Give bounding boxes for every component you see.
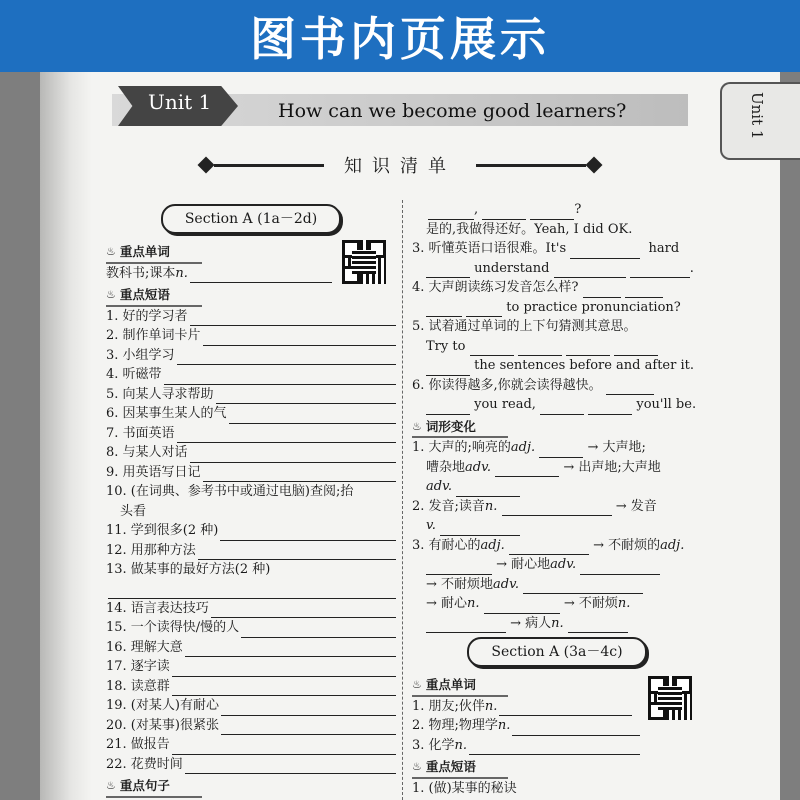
phrase-text: 18. 读意群: [106, 678, 170, 694]
answer-blank[interactable]: [440, 521, 520, 536]
phrase-text: 4. 听磁带: [106, 367, 162, 382]
sentence-text: 4. 大声朗读练习发音怎么样?: [412, 280, 579, 295]
wordform-header-label: 词形变化: [425, 418, 476, 434]
answer-blank[interactable]: [568, 618, 628, 633]
answer-blank[interactable]: [426, 361, 470, 376]
wordform-row: [412, 555, 702, 575]
sentence-text: hard: [648, 241, 680, 256]
section-pill-1a-2d: Section A (1a－2d): [161, 204, 341, 234]
wordform-row: [412, 477, 702, 497]
wordform-text: → 不耐烦: [563, 596, 618, 611]
wordform-pos: adv.: [426, 479, 453, 494]
wordform-pos: n.: [551, 615, 564, 631]
answer-blank[interactable]: [211, 602, 396, 618]
vocab2-text: 1. 朋友;伙伴: [412, 698, 485, 714]
wordform-pos: adj.: [660, 537, 685, 553]
phrase-text: 头看: [120, 503, 147, 519]
qr-modules: [352, 250, 376, 274]
wordform-row: [412, 458, 702, 478]
unit-title: How can we become good learners?: [278, 100, 627, 122]
phrase-text: 13. 做某事的最好方法(2 种): [106, 562, 271, 577]
phrase-text: 6. 因某事生某人的气: [106, 406, 227, 421]
vocab2-text: 3. 化学: [412, 737, 455, 753]
phrase-row: [106, 443, 396, 463]
phrase-row: [106, 365, 396, 385]
answer-blank[interactable]: [588, 400, 632, 415]
unit-header: [112, 86, 688, 132]
answer-blank[interactable]: [456, 482, 520, 497]
vocab2-pos: n.: [497, 718, 511, 733]
sentence-row: [412, 337, 702, 357]
wordform-pos: adj.: [480, 537, 505, 553]
answer-blank[interactable]: [469, 739, 640, 755]
phrase-text: 12. 用那种方法: [106, 542, 196, 558]
sentence-text: Try to: [426, 338, 466, 354]
wordform-pos: adv.: [465, 459, 492, 475]
sentence-text: ?: [574, 202, 582, 217]
phrase-row: [106, 463, 396, 483]
page-gutter-shadow: [40, 72, 92, 800]
answer-blank[interactable]: [177, 427, 396, 443]
answer-blank[interactable]: [484, 599, 560, 614]
book-icon: ♨: [412, 760, 422, 773]
answer-blank[interactable]: [426, 302, 462, 317]
side-tab-label: Unit 1: [748, 92, 766, 140]
vocab2-row: [412, 736, 640, 756]
answer-blank[interactable]: [203, 330, 396, 346]
answer-blank[interactable]: [426, 560, 492, 575]
phrase-row: [106, 307, 396, 327]
wordform-row: [412, 594, 702, 614]
answer-blank[interactable]: [625, 283, 663, 298]
unit-label: Unit 1: [148, 90, 212, 114]
phrase-row: [106, 580, 396, 599]
answer-blank[interactable]: [190, 310, 396, 326]
answer-blank[interactable]: [539, 443, 583, 458]
vocab-row: [106, 264, 332, 284]
sentence-text: 3. 听懂英语口语很难。It's: [412, 241, 567, 256]
answer-blank[interactable]: [172, 680, 396, 696]
wordform-text: 2. 发音;读音: [412, 498, 485, 514]
phrase-row: [106, 696, 396, 716]
answer-blank[interactable]: [426, 263, 470, 278]
phrase-row: [106, 424, 396, 444]
answer-blank[interactable]: [190, 447, 396, 463]
phrase-text: 11. 学到很多(2 种): [106, 523, 219, 538]
sentence-text: 是的,我做得还好。Yeah, I did OK.: [426, 221, 633, 237]
wordform-text: → 不耐烦地: [426, 576, 494, 592]
book-icon: ♨: [106, 245, 116, 258]
wordform-row: [412, 516, 702, 536]
phrases2-header-label: 重点短语: [425, 759, 476, 774]
wordform-row: [412, 575, 702, 595]
wordform-header: [412, 417, 508, 439]
phrase-row: [106, 599, 396, 619]
wordform-row: [412, 536, 702, 556]
answer-blank[interactable]: [185, 758, 396, 774]
sentences-header: [106, 776, 202, 798]
sentence-text: you'll be.: [636, 397, 697, 412]
answer-blank[interactable]: [190, 267, 332, 283]
sentence-text: to practice pronunciation?: [506, 299, 681, 315]
promo-banner: [0, 0, 800, 72]
answer-blank[interactable]: [221, 719, 396, 735]
answer-blank[interactable]: [540, 400, 584, 415]
sentence-row: [412, 278, 702, 298]
vocab2-pos: n.: [484, 698, 498, 714]
phrase-text: 2. 制作单词卡片: [106, 328, 201, 343]
phrase-text: 21. 做报告: [106, 737, 170, 752]
wordform-pos: adv.: [550, 557, 577, 572]
wordform-text: → 不耐烦的: [593, 537, 661, 553]
wordform-row: [412, 438, 702, 458]
wordform-text: → 病人: [510, 615, 552, 631]
wordform-text: → 耐心地: [496, 557, 551, 572]
phrase-text: 16. 理解大意: [106, 639, 183, 655]
answer-blank[interactable]: [466, 302, 502, 317]
phrases2-header: [412, 757, 508, 779]
ornament-right-line: [476, 164, 586, 167]
sentence-text: understand: [474, 260, 550, 276]
answer-blank[interactable]: [241, 622, 396, 638]
phrase-text: 7. 书面英语: [106, 425, 175, 441]
answer-blank[interactable]: [426, 400, 470, 415]
phrase-text: 1. 好的学习者: [106, 308, 188, 324]
qr-modules: [658, 686, 682, 710]
phrases-header: [106, 285, 202, 307]
phrase-text: 19. (对某人)有耐心: [106, 698, 219, 713]
answer-blank[interactable]: [428, 205, 474, 220]
sentence-text: 5. 试着通过单词的上下句猜测其意思。: [412, 319, 637, 334]
qr-code-icon[interactable]: [342, 240, 386, 284]
phrase-text: 17. 逐字读: [106, 659, 170, 674]
phrase-row-10: 10. (在词典、参考书中或通过电脑)查阅;抬: [106, 484, 354, 499]
phrase-row: [106, 755, 396, 775]
vocab-pos: n.: [175, 265, 188, 281]
book-icon: ♨: [106, 779, 116, 792]
qr-code-icon[interactable]: [648, 676, 692, 720]
wordform-text: → 耐心: [426, 596, 468, 611]
answer-blank[interactable]: [570, 244, 640, 259]
answer-blank[interactable]: [229, 408, 396, 424]
wordform-text: 3. 有耐心的: [412, 537, 481, 553]
wordform-pos: adj.: [510, 440, 536, 455]
wordform-text: → 发音: [615, 498, 657, 514]
answer-blank[interactable]: [509, 540, 589, 555]
answer-blank[interactable]: [614, 341, 658, 356]
wordform-pos: adv.: [493, 576, 520, 592]
vocab-header-label: 重点单词: [119, 244, 170, 259]
answer-blank[interactable]: [185, 641, 396, 657]
phrase-text: 8. 与某人对话: [106, 445, 188, 460]
answer-blank[interactable]: [499, 700, 632, 716]
phrase-text: 14. 语言表达技巧: [106, 600, 209, 616]
phrase-row: [106, 385, 396, 405]
phrase-row: [106, 735, 396, 755]
phrase-row: [106, 677, 396, 697]
answer-blank[interactable]: [172, 661, 396, 677]
phrase-text: 9. 用英语写日记: [106, 464, 201, 480]
answer-blank[interactable]: [216, 388, 396, 404]
wordform-pos: n.: [467, 596, 480, 611]
answer-blank[interactable]: [554, 263, 626, 278]
book-icon: ♨: [412, 419, 422, 433]
sentence-text: 6. 你读得越多,你就会读得越快。: [412, 377, 602, 393]
sentence-row: [412, 376, 702, 396]
wordform-row: [412, 497, 702, 517]
answer-blank[interactable]: [221, 700, 396, 716]
sentence-text: you read,: [474, 397, 536, 412]
vocab-header: [106, 242, 202, 264]
left-column: [106, 200, 396, 798]
phrase-text: 22. 花费时间: [106, 756, 183, 772]
phrase-row: [106, 541, 396, 561]
answer-blank[interactable]: [203, 466, 396, 482]
phrase-text: 3. 小组学习: [106, 347, 175, 363]
phrase-text: 5. 向某人寻求帮助: [106, 386, 214, 402]
answer-blank[interactable]: [495, 462, 559, 477]
banner-title: 图书内页展示: [250, 12, 550, 66]
phrase-text: 20. (对某事)很紧张: [106, 717, 219, 733]
answer-blank[interactable]: [502, 501, 612, 516]
answer-blank[interactable]: [523, 579, 643, 594]
answer-blank[interactable]: [518, 341, 562, 356]
answer-blank[interactable]: [580, 560, 660, 575]
answer-blank[interactable]: [566, 341, 610, 356]
wordform-text: 1. 大声的;响亮的: [412, 440, 511, 455]
answer-blank[interactable]: [482, 205, 526, 220]
answer-blank[interactable]: [177, 349, 396, 365]
answer-blank[interactable]: [470, 341, 514, 356]
vocab2-text: 2. 物理;物理学: [412, 718, 498, 733]
answer-blank[interactable]: [512, 720, 640, 736]
phrase-row: [106, 404, 396, 424]
answer-blank[interactable]: [530, 205, 574, 220]
wordform-row: [412, 614, 702, 634]
answer-blank[interactable]: [108, 583, 396, 599]
section-pill-3a-4c: Section A (3a－4c): [467, 637, 647, 667]
sentence-row: , ?: [412, 200, 702, 220]
phrase-row: [106, 346, 396, 366]
vocab-text: 教科书;课本: [106, 265, 176, 281]
phrase-row: [106, 326, 396, 346]
sentences-header-label: 重点句子: [119, 778, 170, 793]
answer-blank[interactable]: [630, 263, 690, 278]
phrase-row: [106, 560, 396, 580]
answer-blank[interactable]: [220, 525, 396, 541]
phrase-row: [106, 521, 396, 541]
phrase-row: [106, 638, 396, 658]
knowledge-list-title: 知识清单: [344, 156, 456, 177]
answer-blank[interactable]: [172, 739, 396, 755]
sentence-row: understand .: [412, 259, 702, 279]
wordform-text: → 大声地;: [587, 440, 646, 455]
answer-blank[interactable]: [583, 283, 621, 298]
phrase-text: 1. (做)某事的秘诀: [412, 780, 517, 796]
vocab2-row: [412, 716, 640, 736]
vocab2-row: [412, 697, 632, 717]
phrase-row: [106, 716, 396, 736]
book-icon: ♨: [412, 678, 422, 691]
sentence-text: the sentences before and after it.: [474, 358, 694, 373]
wordform-pos: v.: [426, 518, 436, 533]
sentence-row: [412, 298, 702, 318]
phrase-row: [106, 618, 396, 638]
vocab2-header: [412, 675, 508, 697]
sentence-row: [412, 356, 702, 376]
knowledge-list-header: [200, 150, 600, 180]
column-divider: [402, 200, 403, 800]
vocab2-header-label: 重点单词: [425, 677, 476, 692]
answer-blank[interactable]: [198, 544, 396, 560]
wordform-pos: n.: [484, 498, 498, 514]
phrase-row: [106, 657, 396, 677]
phrases-header-label: 重点短语: [119, 287, 170, 302]
sentence-row: [412, 395, 702, 415]
sentence-row: [412, 239, 702, 259]
phrase-row: [106, 502, 396, 522]
phrase-text: 15. 一个读得快/慢的人: [106, 620, 240, 635]
answer-blank[interactable]: [606, 380, 654, 395]
wordform-text: 嘈杂地: [426, 459, 466, 475]
book-icon: ♨: [106, 288, 116, 301]
answer-blank[interactable]: [426, 618, 506, 633]
vocab2-pos: n.: [454, 737, 468, 753]
wordform-pos: n.: [617, 596, 631, 611]
answer-blank[interactable]: [164, 369, 396, 385]
wordform-text: → 出声地;大声地: [563, 459, 661, 475]
